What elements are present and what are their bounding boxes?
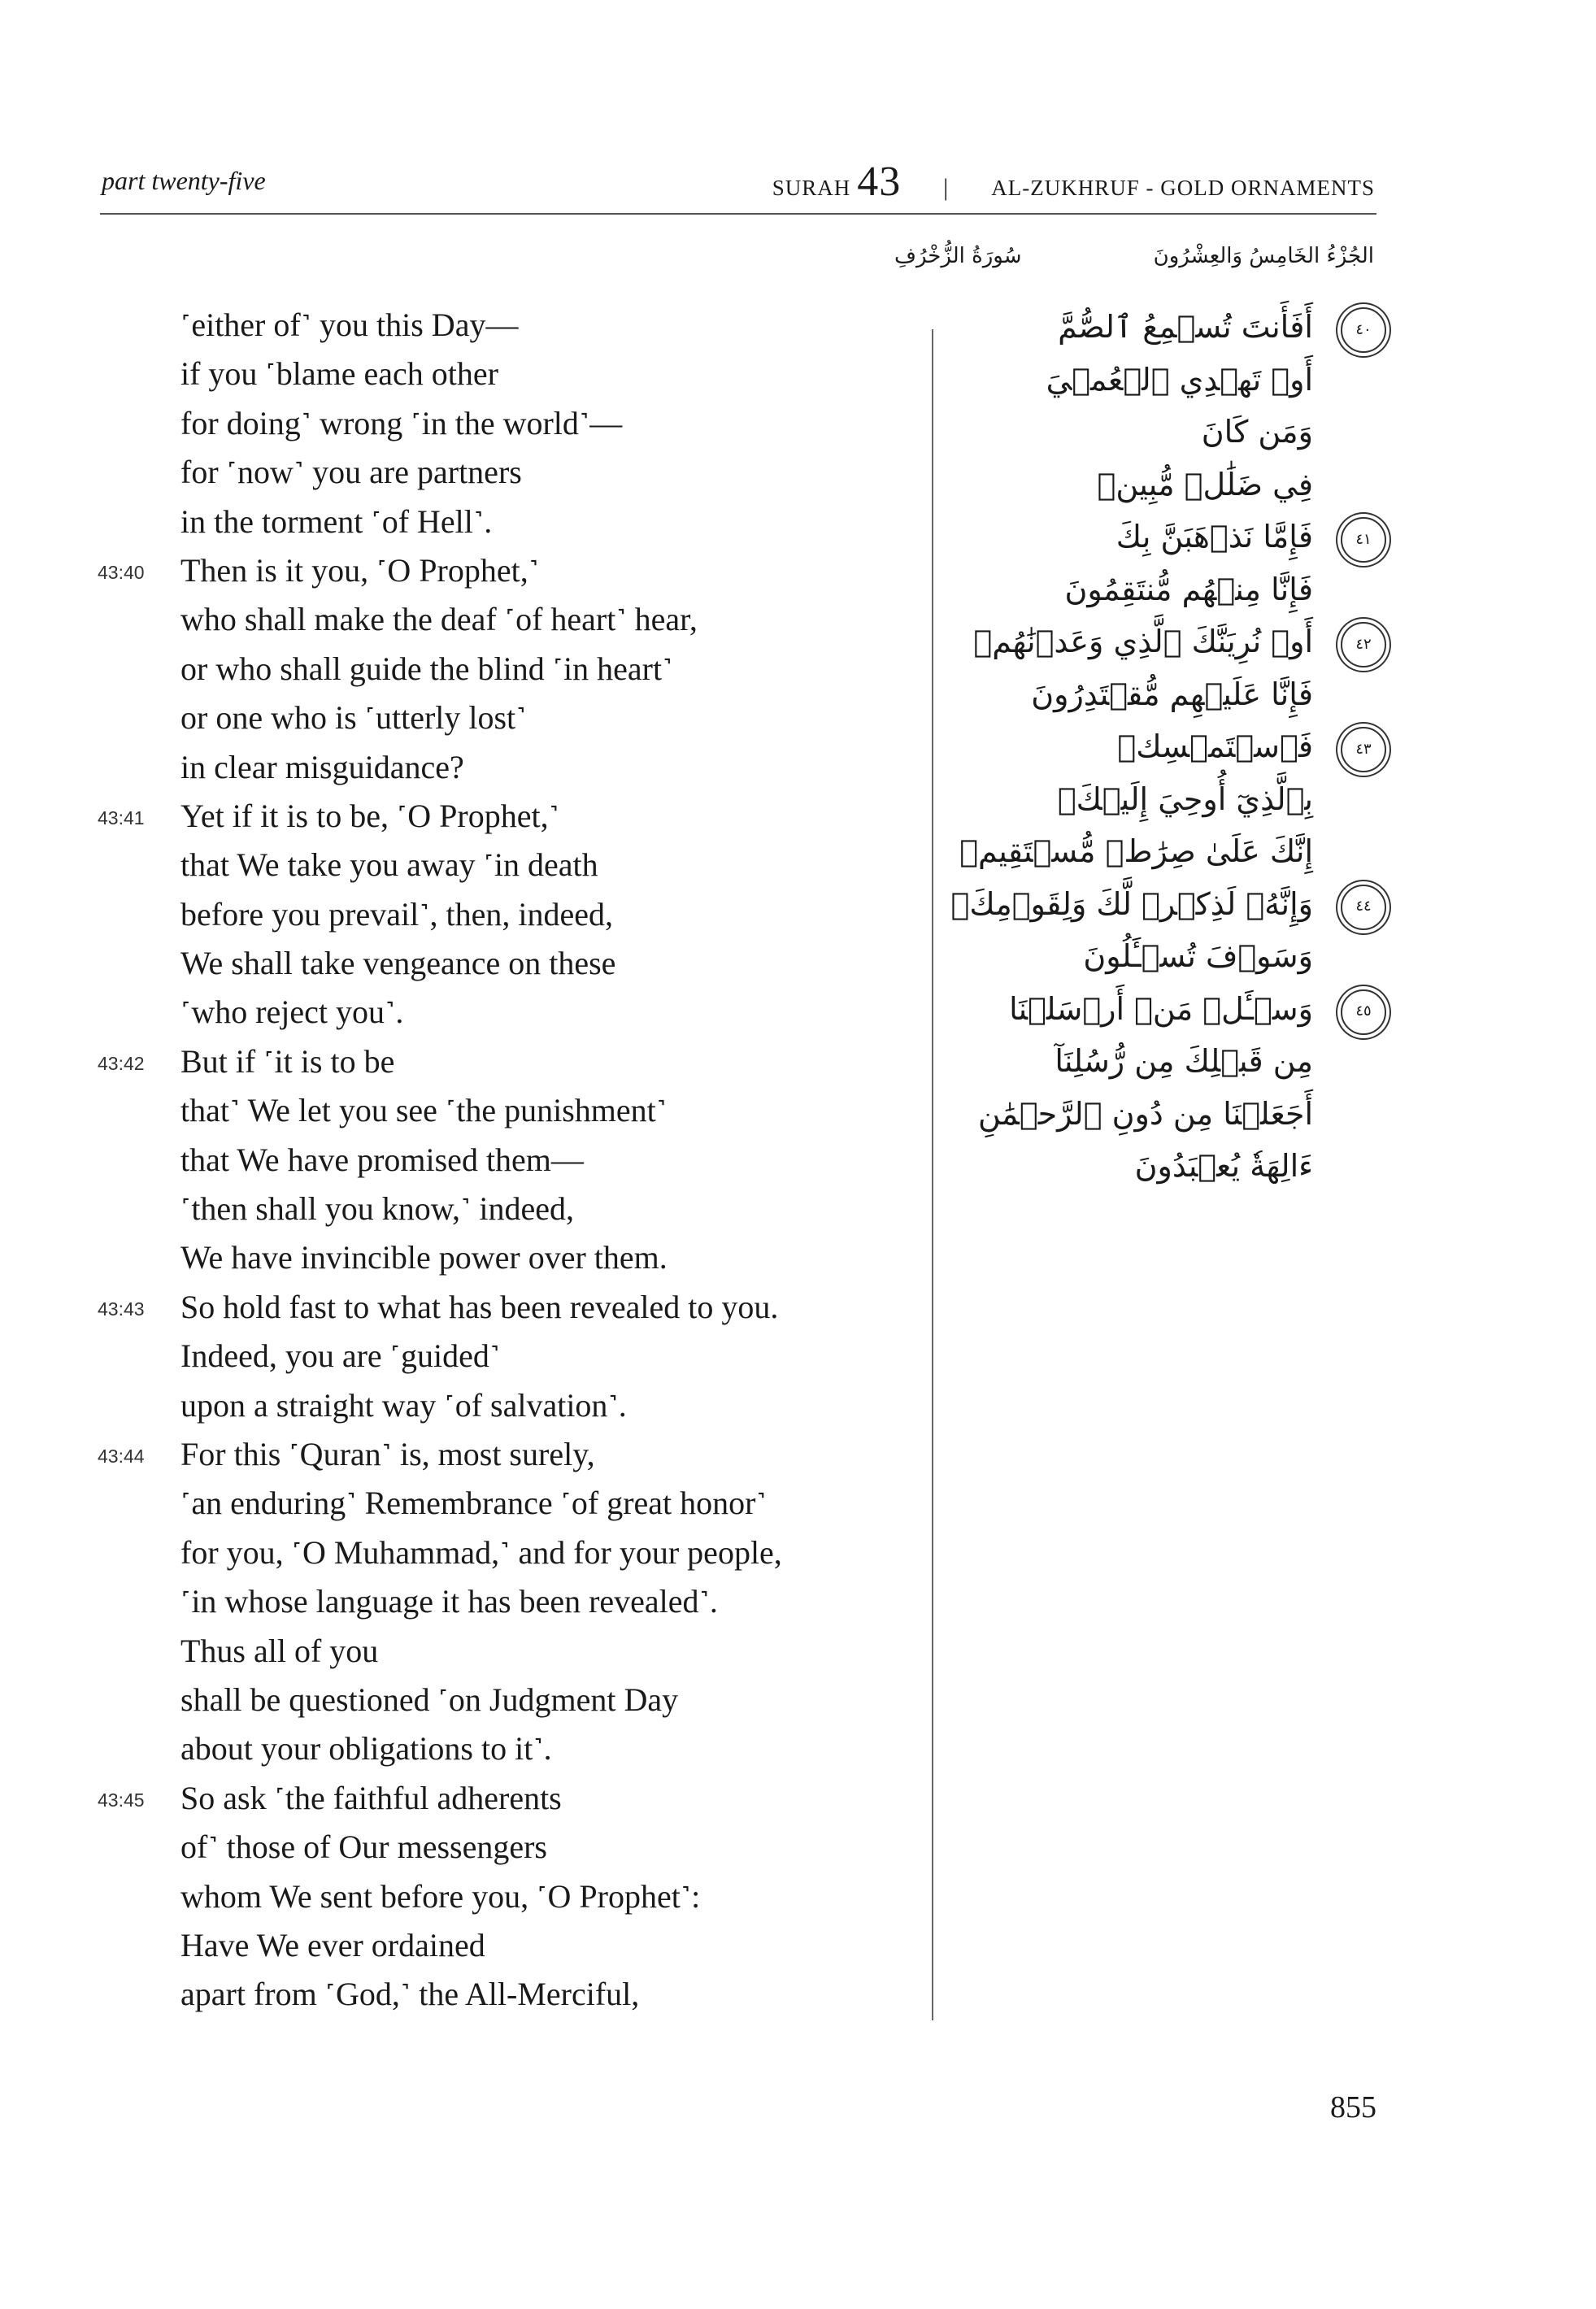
translation-line <box>98 792 911 841</box>
translation-text: in the torment ˹of Hell˺. <box>180 502 493 540</box>
translation-text: for ˹now˺ you are partners <box>180 454 522 491</box>
arabic-line <box>963 773 1386 826</box>
translation-text: that We take you away ˹in death <box>180 846 598 884</box>
arabic-verse-text: وَسۡـَٔلۡ مَنۡ أَرۡسَلۡنَا <box>1009 990 1313 1027</box>
arabic-line <box>963 459 1386 511</box>
translation-text: or one who is ˹utterly lost˺ <box>180 699 527 737</box>
arabic-verse-text: فَإِنَّا مِنۡهُم مُّنتَقِمُونَ <box>1064 571 1313 607</box>
translation-text: of˺ those of Our messengers <box>180 1829 547 1866</box>
surah-number: 43 <box>857 159 902 205</box>
verse-marker-icon: ٤٥ <box>1341 989 1386 1035</box>
translation-text: Then is it you, ˹O Prophet,˺ <box>180 551 540 589</box>
arabic-line <box>959 825 1386 878</box>
translation-line <box>98 1332 911 1381</box>
arabic-verse-text: أَجَعَلۡنَا مِن دُونِ ٱلرَّحۡمَٰنِ <box>977 1095 1313 1132</box>
translation-line <box>98 1185 911 1233</box>
arabic-header <box>894 244 1374 268</box>
translation-line <box>98 1823 911 1872</box>
translation-text: ˹an enduring˺ Remembrance ˹of great honor˺ <box>180 1485 767 1522</box>
translation-text: if you ˹blame each other <box>180 355 498 393</box>
arabic-verse-text: إِنَّكَ عَلَىٰ صِرَٰطٖ مُّسۡتَقِيمٖ <box>959 833 1313 869</box>
part-label: part twenty-five <box>102 166 266 195</box>
surah-title <box>772 158 1375 206</box>
arabic-line <box>963 668 1386 721</box>
arabic-verse-text: مِن قَبۡلِكَ مِن رُّسُلِنَآ <box>1055 1043 1313 1079</box>
translation-line <box>98 546 911 595</box>
translation-text: about your obligations to it˺. <box>180 1730 552 1768</box>
verse-reference: 43:41 <box>98 807 145 828</box>
surah-label: SURAH <box>772 176 851 200</box>
translation-text: whom We sent before you, ˹O Prophet˺: <box>180 1877 701 1915</box>
arabic-verse-text: أَفَأَنتَ تُسۡمِعُ ٱلصُّمَّ <box>1058 309 1313 345</box>
translation-text: apart from ˹God,˺ the All-Merciful, <box>180 1976 640 2013</box>
translation-line <box>98 1086 911 1135</box>
translation-text: shall be questioned ˹on Judgment Day <box>180 1681 679 1718</box>
arabic-verse-text: ءَالِهَةٗ يُعۡبَدُونَ <box>1134 1148 1313 1184</box>
translation-text: that We have promised them— <box>180 1141 584 1178</box>
translation-text: Have We ever ordained <box>180 1926 485 1963</box>
arabic-verse-text: وَمَن كَانَ <box>1201 414 1313 450</box>
translation-line <box>98 1872 911 1921</box>
header-rule <box>100 213 1376 215</box>
verse-reference: 43:42 <box>98 1052 145 1074</box>
translation-text: ˹then shall you know,˺ indeed, <box>180 1190 574 1228</box>
arabic-line <box>963 563 1386 616</box>
arabic-line <box>963 1035 1386 1088</box>
translation-line <box>98 743 911 792</box>
arabic-verse-text: فِي ضَلَٰلٖ مُّبِينٖ <box>1097 466 1313 502</box>
translation-line <box>98 498 911 546</box>
arabic-verse-text: فَٱسۡتَمۡسِكۡ <box>1117 728 1313 764</box>
translation-text: We have invincible power over them. <box>180 1239 668 1276</box>
translation-line <box>98 1528 911 1577</box>
arabic-line <box>963 615 1386 668</box>
verse-reference: 43:43 <box>98 1298 145 1320</box>
translation-line <box>98 988 911 1037</box>
translation-line <box>98 694 911 742</box>
translation-text: that˺ We let you see ˹the punishment˺ <box>180 1092 668 1129</box>
translation-text: upon a straight way ˹of salvation˺. <box>180 1386 627 1424</box>
verse-reference: 43:40 <box>98 561 145 583</box>
arabic-verse-text: أَوۡ نُرِيَنَّكَ ٱلَّذِي وَعَدۡنَٰهُمۡ <box>973 624 1313 659</box>
translation-line <box>98 301 911 350</box>
translation-text: So ask ˹the faithful adherents <box>180 1779 562 1816</box>
page-number: 855 <box>1330 2090 1376 2124</box>
translation-line <box>98 1627 911 1676</box>
arabic-line <box>963 354 1386 407</box>
verse-reference: 43:44 <box>98 1445 145 1467</box>
translation-line <box>98 1774 911 1823</box>
translation-line <box>98 448 911 497</box>
translation-line <box>98 1283 911 1332</box>
verse-marker-icon: ٤٢ <box>1341 622 1386 667</box>
verse-marker-icon: ٤١ <box>1341 517 1386 563</box>
translation-line <box>98 595 911 644</box>
header-separator: | <box>943 174 950 201</box>
translation-text: Yet if it is to be, ˹O Prophet,˺ <box>180 797 559 834</box>
arabic-line <box>963 720 1386 773</box>
translation-text: Indeed, you are ˹guided˺ <box>180 1337 501 1375</box>
arabic-line <box>950 878 1386 931</box>
translation-text: or who shall guide the blind ˹in heart˺ <box>180 650 673 687</box>
translation-line <box>98 939 911 988</box>
translation-text: We shall take vengeance on these <box>180 945 616 982</box>
verse-marker-icon: ٤٤ <box>1341 885 1386 930</box>
surah-name: AL-ZUKHRUF - GOLD ORNAMENTS <box>991 176 1375 200</box>
translation-text: ˹in whose language it has been revealed˺. <box>180 1583 718 1620</box>
arabic-surah-label: سُورَةُ الزُّخْرُفِ <box>894 244 1022 268</box>
arabic-verse-text: بِٱلَّذِيٓ أُوحِيَ إِلَيۡكَۖ <box>1057 781 1313 817</box>
column-divider <box>932 329 933 2020</box>
arabic-verse-text: وَإِنَّهُۥ لَذِكۡرٞ لَّكَ وَلِقَوۡمِكَۖ <box>950 885 1313 922</box>
translation-text: who shall make the deaf ˹of heart˺ hear, <box>180 601 698 638</box>
arabic-text <box>950 301 1386 1193</box>
translation-line <box>98 1724 911 1773</box>
translation-line <box>98 399 911 448</box>
translation-line <box>98 1430 911 1479</box>
translation-text: For this ˹Quran˺ is, most surely, <box>180 1435 595 1472</box>
translation-line <box>98 1577 911 1626</box>
arabic-verse-text: أَوۡ تَهۡدِي ٱلۡعُمۡيَ <box>1046 361 1313 398</box>
arabic-line <box>963 406 1386 459</box>
translation-line <box>98 1233 911 1282</box>
arabic-line <box>963 1088 1386 1141</box>
arabic-verse-text: فَإِمَّا نَذۡهَبَنَّ بِكَ <box>1115 519 1313 554</box>
translation-line <box>98 1037 911 1086</box>
translation-text: Thus all of you <box>180 1632 379 1669</box>
translation-line <box>98 350 911 398</box>
translation-text: for doing˺ wrong ˹in the world˺— <box>180 404 623 441</box>
translation-line <box>98 1381 911 1430</box>
translation-text: for you, ˹O Muhammad,˺ and for your people, <box>180 1533 782 1571</box>
translation-line <box>98 1921 911 1970</box>
translation-text: But if ˹it is to be <box>180 1042 395 1080</box>
translation-text: before you prevail˺, then, indeed, <box>180 895 614 933</box>
translation-line <box>98 1970 911 2019</box>
translation-text: ˹either of˺ you this Day— <box>180 307 519 343</box>
arabic-verse-text: وَسَوۡفَ تُسۡـَٔلُونَ <box>1083 938 1313 974</box>
translation-text: So hold fast to what has been revealed to you. <box>180 1288 779 1325</box>
arabic-line <box>963 930 1386 983</box>
verse-reference: 43:45 <box>98 1789 145 1811</box>
arabic-line <box>963 511 1386 563</box>
translation-line <box>98 890 911 939</box>
translation-line <box>98 1136 911 1185</box>
translation-line <box>98 645 911 694</box>
translation-text: in clear misguidance? <box>180 748 464 785</box>
arabic-line <box>963 1140 1386 1193</box>
arabic-line <box>963 301 1386 354</box>
arabic-verse-text: فَإِنَّا عَلَيۡهِم مُّقۡتَدِرُونَ <box>1031 676 1313 712</box>
verse-marker-icon: ٤٠ <box>1341 307 1386 353</box>
translation-line <box>98 841 911 889</box>
translation-text: ˹who reject you˺. <box>180 994 404 1031</box>
verse-marker-icon: ٤٣ <box>1341 727 1386 772</box>
translation-line <box>98 1676 911 1724</box>
arabic-line <box>963 983 1386 1036</box>
arabic-part-label: الجُزْءُ الخَامِسُ وَالعِشْرُونَ <box>1153 244 1374 268</box>
translation-line <box>98 1479 911 1528</box>
english-translation <box>98 301 911 2020</box>
